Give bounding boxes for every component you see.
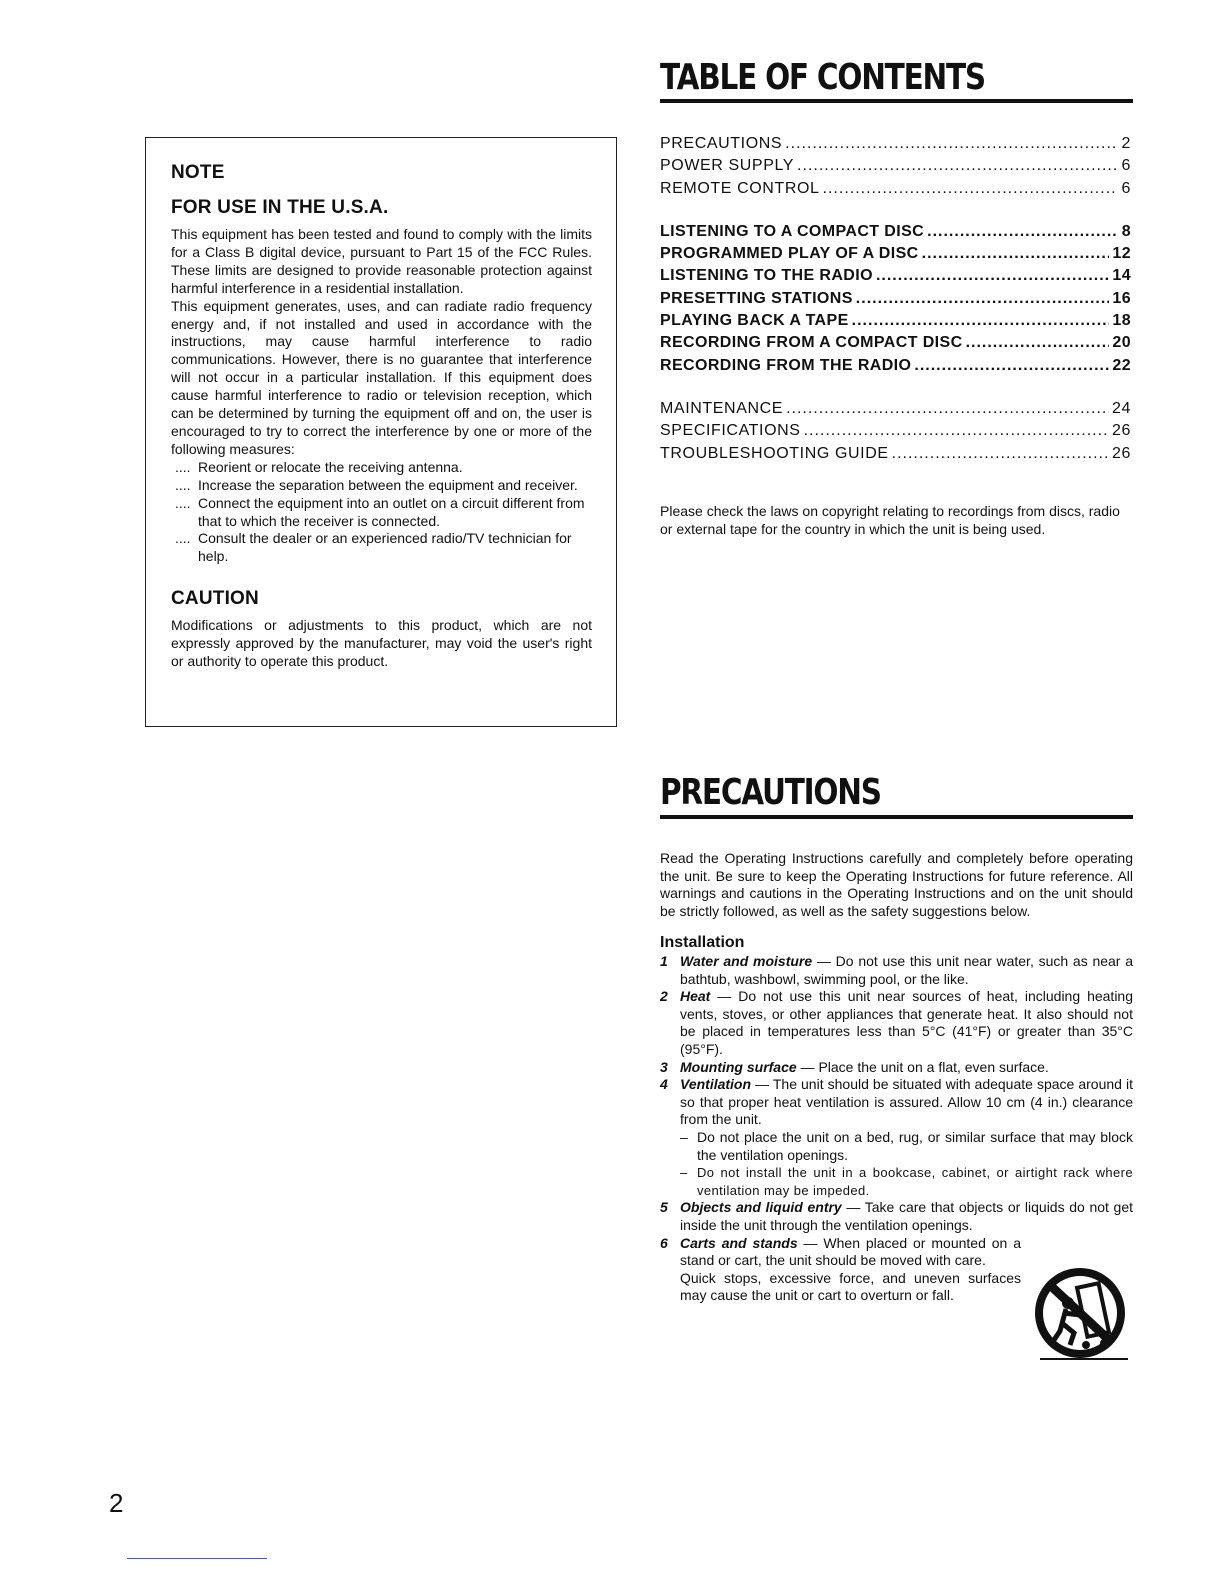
toc-entry[interactable]: RECORDING FROM A COMPACT DISC ..... 20 [660, 332, 1131, 354]
note-paragraph-1: This equipment has been tested and found to comply with the limits for a Class B digital device, pursuant to Part 15 of the FCC Rules. These limits are designed to provide reasonable protection against harmful interference in a residential installation. [171, 226, 592, 296]
toc-heading-rule [660, 99, 1133, 103]
installation-item: 1 Water and moisture — Do not use this unit near water, such as near a bathtub, washbowl, swimming pool, or the like. [660, 953, 1133, 987]
caution-title: CAUTION [171, 588, 259, 610]
toc-entry[interactable]: LISTENING TO A COMPACT DISC ..... 8 [660, 221, 1131, 243]
toc-entry[interactable]: MAINTENANCE ..... 24 [660, 398, 1131, 420]
toc-entry[interactable]: PLAYING BACK A TAPE ..... 18 [660, 310, 1131, 332]
toc-entry[interactable]: RECORDING FROM THE RADIO ..... 22 [660, 355, 1131, 377]
toc-group [660, 221, 1131, 377]
note-box [145, 137, 617, 727]
ventilation-sublist [680, 1129, 1133, 1199]
carts-extra: Quick stops, excessive force, and uneven surfaces may cause the unit or cart to overturn or fall. [680, 1269, 1021, 1304]
measure-item: .... Reorient or relocate the receiving antenna. [175, 458, 463, 475]
toc-group [660, 133, 1131, 200]
installation-title: Installation [660, 934, 745, 951]
toc-entry[interactable]: LISTENING TO THE RADIO ..... 14 [660, 265, 1131, 287]
toc-entry[interactable]: PROGRAMMED PLAY OF A DISC ..... 12 [660, 243, 1131, 265]
installation-item: 2 Heat — Do not use this unit near sources of heat, including heating vents, stoves, or other appliances that generate heat. It also should not be placed in temperatures less than 5°C (41°F) or greater than 35°C (95°F). [660, 988, 1133, 1057]
page-number: 2 [109, 1488, 124, 1518]
toc-entry[interactable]: POWER SUPPLY ..... 6 [660, 155, 1131, 177]
toc-entry[interactable]: PRESETTING STATIONS ..... 16 [660, 288, 1131, 310]
measures-list [171, 459, 592, 566]
toc-entry[interactable]: PRECAUTIONS ..... 2 [660, 133, 1131, 155]
copyright-note: Please check the laws on copyright relating to recordings from discs, radio or external tape for the country in which the unit is being used. [660, 503, 1120, 537]
installation-item: 5 Objects and liquid entry — Take care that objects or liquids do not get inside the unit through the ventilation openings. [660, 1199, 1134, 1233]
precautions-heading-rule [660, 815, 1133, 819]
note-title: NOTE [171, 162, 225, 183]
installation-item: 4 Ventilation — The unit should be situated with adequate space around it so that proper heat ventilation is assured. Allow 10 cm (4 in.) clearance from the unit. – Do not place the unit on a bed, rug, or similar surface that may block the ventilation openings. – Do not install the unit in a bookcase, cabinet, or airtight rack where ventilation may be impeded. [660, 1076, 1133, 1198]
installation-item: 3 Mounting surface — Place the unit on a flat, even surface. [660, 1058, 1049, 1075]
installation-list [660, 953, 1133, 1305]
precautions-heading: PRECAUTIONS [660, 772, 881, 813]
toc-group [660, 398, 1131, 465]
ventilation-subitem: – Do not place the unit on a bed, rug, or similar surface that may block the ventilation openings. [680, 1128, 1133, 1163]
ventilation-subitem: – Do not install the unit in a bookcase, cabinet, or airtight rack where ventilation may be impeded. [680, 1165, 1133, 1198]
measure-item: .... Increase the separation between the equipment and receiver. [175, 476, 578, 493]
note-subtitle: FOR USE IN THE U.S.A. [171, 197, 389, 218]
precautions-body [660, 850, 1133, 1305]
toc-entry[interactable]: SPECIFICATIONS ..... 26 [660, 420, 1131, 442]
toc-list [660, 133, 1131, 486]
caution-text: Modifications or adjustments to this product, which are not expressly approved by the manufacturer, may void the user's right or authority to operate this product. [171, 617, 592, 670]
note-paragraph-2: This equipment generates, uses, and can radiate radio frequency energy and, if not installed and used in accordance with the instructions, may cause harmful interference to radio communications. However, there is no guarantee that interference will not occur in a particular installation. If this equipment does cause harmful interference to radio or television reception, which can be determined by turning the equipment off and on, the user is encouraged to try to correct the interference by one or more of the following measures: [171, 297, 592, 457]
toc-entry[interactable]: TROUBLESHOOTING GUIDE ..... 26 [660, 443, 1131, 465]
measure-item: .... Consult the dealer or an experienced radio/TV technician for help. [175, 530, 572, 565]
footer-link-underline [127, 1558, 267, 1559]
toc-entry[interactable]: REMOTE CONTROL ..... 6 [660, 178, 1131, 200]
toc-heading: TABLE OF CONTENTS [660, 57, 985, 98]
cart-warning-icon [1030, 1263, 1130, 1363]
installation-item: 6 Carts and stands — When placed or mounted on a stand or cart, the unit should be moved with care. Quick stops, excessive force, and uneven surfaces may cause the unit or cart to overturn or fall. [660, 1234, 1022, 1304]
measure-item: .... Connect the equipment into an outlet on a circuit different from that to which the receiver is connected. [175, 494, 585, 529]
precautions-intro: Read the Operating Instructions carefully and completely before operating the unit. Be sure to keep the Operating Instructions for future reference. All warnings and cautions in the Operating Instructions and on the unit should be strictly followed, as well as the safety suggestions below. [660, 850, 1133, 919]
